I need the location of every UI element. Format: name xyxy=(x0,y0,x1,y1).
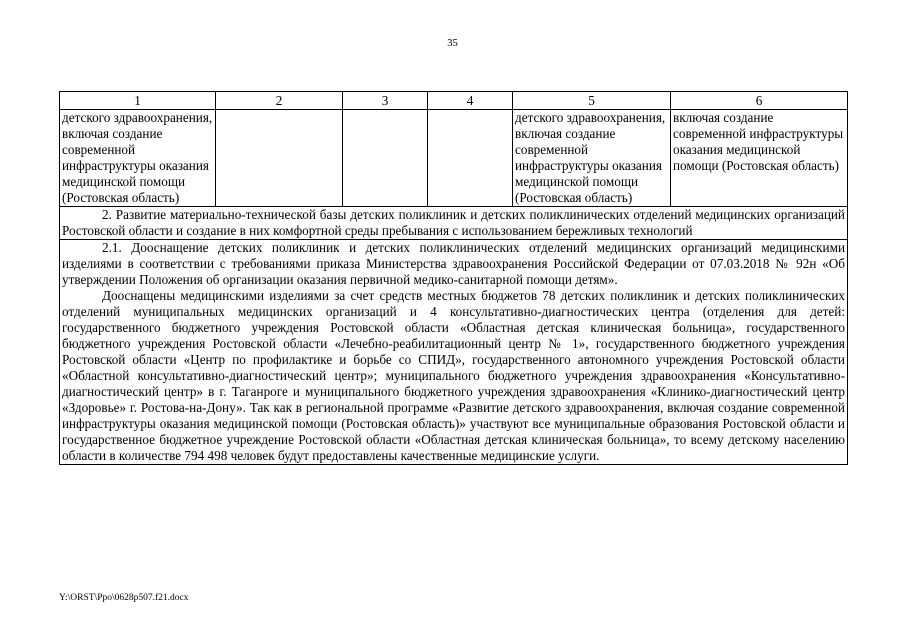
file-path-footer: Y:\ORST\Ppo\0628p507.f21.docx xyxy=(59,593,189,603)
table-cell-4 xyxy=(428,110,513,207)
column-header-3: 3 xyxy=(343,92,428,110)
paragraph-2-1: 2.1. Дооснащение детских поликлиник и детских поликлинических отделений медицинских организаций медицинскими изделиями в соответствии с требованиями приказа Министерства здравоохранения Российской Федерации от 07.03.2018 № 92н «Об утверждении Положения об организации оказания первичной медико-санитарной помощи детям». xyxy=(62,240,845,287)
document-table xyxy=(59,91,848,465)
column-header-2: 2 xyxy=(216,92,343,110)
section-body-cell xyxy=(60,240,848,465)
table-row xyxy=(60,110,848,207)
table-cell-6: включая создание современной инфраструктуры оказания медицинской помощи (Ростовская область) xyxy=(671,110,848,207)
column-header-1: 1 xyxy=(60,92,216,110)
section-heading: 2. Развитие материально-технической базы детских поликлиник и детских поликлинических отделений медицинских организаций Ростовской области и создание в них комфортной среды пребывания с использованием бережливых технологий xyxy=(62,207,845,238)
table-cell-5: детского здравоохранения, включая создание современной инфраструктуры оказания медицинской помощи (Ростовская область) xyxy=(513,110,671,207)
page-number: 35 xyxy=(447,38,458,49)
column-header-4: 4 xyxy=(428,92,513,110)
table-cell-2 xyxy=(216,110,343,207)
section-heading-cell xyxy=(60,207,848,240)
section-heading-row xyxy=(60,207,848,240)
section-body-row xyxy=(60,240,848,465)
column-header-5: 5 xyxy=(513,92,671,110)
paragraph-equipment: Дооснащены медицинскими изделиями за счет средств местных бюджетов 78 детских поликлиник и детских поликлинических отделений муниципальных медицинских организаций и 4 консультативно-диагностических центра (отделения для детей: государственного бюджетного учреждения Ростовской области «Областная детская клиническая больница», государственного бюджетного учреждения Ростовской области «Лечебно-реабилитационный центр № 1», государственного бюджетного учреждения Ростовской области «Центр по профилактике и борьбе со СПИД», государственного автономного учреждения Ростовской области «Областной консультативно-диагностический центр»; муниципального бюджетного учреждения здравоохранения «Консультативно-диагностический центр» в г. Таганроге и муниципального бюджетного учреждения здравоохранения «Клинико-диагностический центр «Здоровье» г. Ростова-на-Дону». Так как в региональной программе «Развитие детского здравоохранения, включая создание современной инфраструктуры оказания медицинской помощи (Ростовская область)» участвуют все муниципальные образования Ростовской области и государственное бюджетное учреждение Ростовской области «Областная детская клиническая больница», то всему детскому населению области в количестве 794 498 человек будут предоставлены качественные медицинские услуги. xyxy=(62,288,845,463)
column-header-6: 6 xyxy=(671,92,848,110)
table-cell-3 xyxy=(343,110,428,207)
table-cell-1: детского здравоохранения, включая создание современной инфраструктуры оказания медицинской помощи (Ростовская область) xyxy=(60,110,216,207)
table-header-row xyxy=(60,92,848,110)
